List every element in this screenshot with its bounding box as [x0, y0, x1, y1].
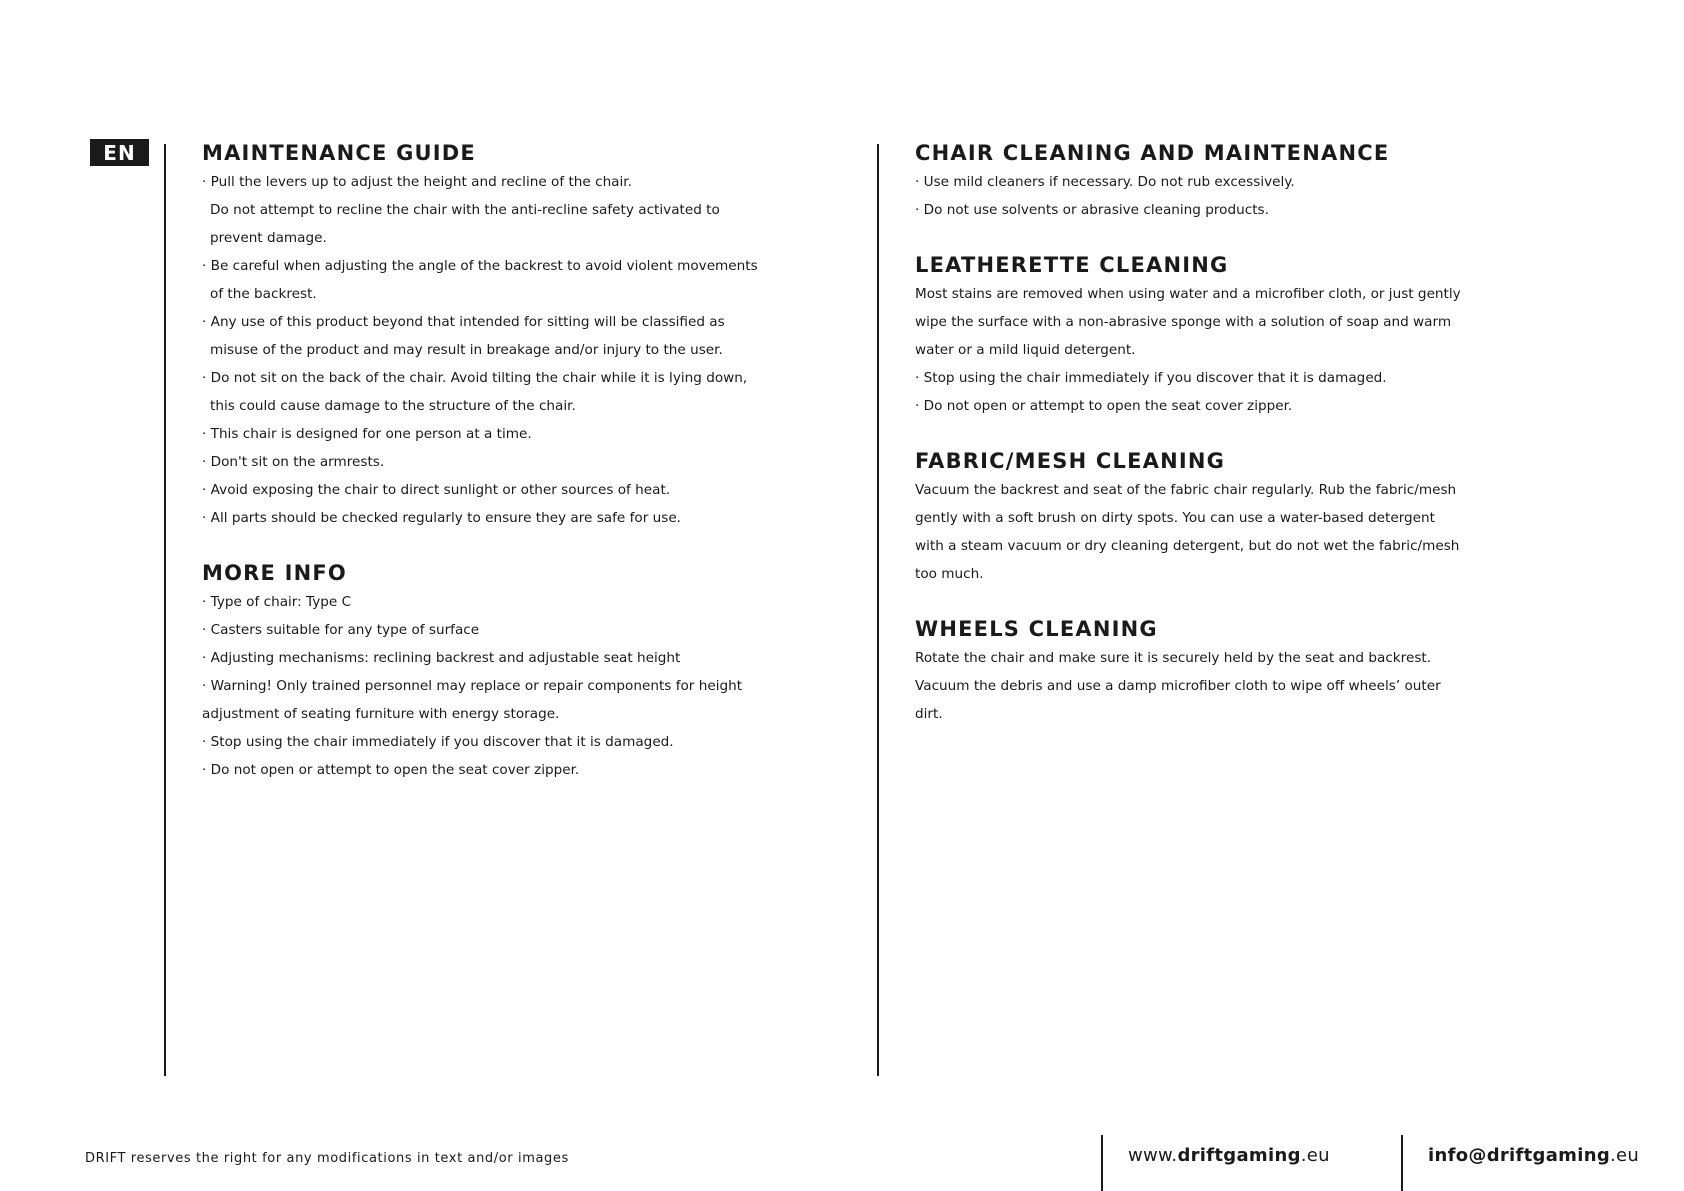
text-line: misuse of the product and may result in breakage and/or injury to the user. [210, 342, 723, 358]
text-line: · Do not open or attempt to open the seat cover zipper. [915, 398, 1293, 414]
left-divider [164, 144, 166, 1076]
email-link[interactable] [1428, 1145, 1639, 1166]
text-line: · Do not use solvents or abrasive cleaning products. [915, 202, 1269, 218]
footer-disclaimer: DRIFT reserves the right for any modifications in text and/or images [85, 1151, 569, 1166]
fabric-mesh-cleaning-title: FABRIC/MESH CLEANING [915, 449, 1226, 473]
text-line: · Warning! Only trained personnel may replace or repair components for height [202, 678, 743, 694]
text-line: adjustment of seating furniture with energy storage. [202, 706, 560, 722]
wheels-cleaning-section [915, 614, 1515, 728]
text-line: · Adjusting mechanisms: reclining backrest and adjustable seat height [202, 650, 681, 666]
chair-cleaning-section [915, 138, 1515, 224]
text-line: · Pull the levers up to adjust the height and recline of the chair. [202, 174, 632, 190]
maintenance-guide-list [202, 168, 762, 532]
email-suffix: .eu [1610, 1145, 1640, 1166]
more-info-list [202, 588, 762, 784]
text-line: Do not attempt to recline the chair with the anti-recline safety activated to [210, 202, 720, 218]
text-line: · Use mild cleaners if necessary. Do not rub excessively. [915, 174, 1295, 190]
right-column [915, 138, 1515, 728]
text-line: · Stop using the chair immediately if you discover that it is damaged. [915, 370, 1387, 386]
leatherette-cleaning-title: LEATHERETTE CLEANING [915, 253, 1229, 277]
maintenance-guide-section [202, 138, 762, 532]
more-info-section [202, 558, 762, 784]
text-line: too much. [915, 566, 984, 582]
email-prefix: info@ [1428, 1145, 1487, 1166]
text-line: · This chair is designed for one person at a time. [202, 426, 532, 442]
website-suffix: .eu [1300, 1145, 1330, 1166]
text-line: · Casters suitable for any type of surface [202, 622, 480, 638]
text-line: this could cause damage to the structure of the chair. [210, 398, 576, 414]
chair-cleaning-list [915, 168, 1515, 224]
text-line: Most stains are removed when using water and a microfiber cloth, or just gently [915, 286, 1461, 302]
text-line: · Any use of this product beyond that intended for sitting will be classified as [202, 314, 725, 330]
text-line: · All parts should be checked regularly to ensure they are safe for use. [202, 510, 682, 526]
leatherette-cleaning-section [915, 250, 1515, 420]
text-line: wipe the surface with a non-abrasive sponge with a solution of soap and warm [915, 314, 1452, 330]
email-brand: driftgaming [1486, 1145, 1611, 1166]
chair-cleaning-title: CHAIR CLEANING AND MAINTENANCE [915, 141, 1390, 165]
text-line: · Avoid exposing the chair to direct sunlight or other sources of heat. [202, 482, 671, 498]
text-line: Vacuum the backrest and seat of the fabric chair regularly. Rub the fabric/mesh [915, 482, 1457, 498]
text-line: · Do not open or attempt to open the seat cover zipper. [202, 762, 580, 778]
footer-divider-1 [1101, 1135, 1103, 1191]
text-line: gently with a soft brush on dirty spots. You can use a water-based detergent [915, 510, 1435, 526]
text-line: · Be careful when adjusting the angle of the backrest to avoid violent movements [202, 258, 758, 274]
more-info-title: MORE INFO [202, 561, 347, 585]
text-line: water or a mild liquid detergent. [915, 342, 1136, 358]
left-column [202, 138, 762, 784]
text-line: Rotate the chair and make sure it is securely held by the seat and backrest. [915, 650, 1432, 666]
footer-divider-2 [1401, 1135, 1403, 1191]
text-line: prevent damage. [210, 230, 327, 246]
text-line: dirt. [915, 706, 943, 722]
text-line: of the backrest. [210, 286, 317, 302]
fabric-mesh-cleaning-list [915, 476, 1515, 588]
website-link[interactable] [1128, 1145, 1330, 1166]
leatherette-cleaning-list [915, 280, 1515, 420]
text-line: Vacuum the debris and use a damp microfiber cloth to wipe off wheels’ outer [915, 678, 1441, 694]
language-badge: EN [90, 139, 149, 166]
text-line: · Type of chair: Type C [202, 594, 352, 610]
text-line: with a steam vacuum or dry cleaning detergent, but do not wet the fabric/mesh [915, 538, 1460, 554]
wheels-cleaning-title: WHEELS CLEANING [915, 617, 1158, 641]
center-divider [877, 144, 879, 1076]
website-brand: driftgaming [1177, 1145, 1301, 1166]
website-prefix: www. [1128, 1145, 1178, 1166]
maintenance-guide-title: MAINTENANCE GUIDE [202, 141, 476, 165]
text-line: · Don't sit on the armrests. [202, 454, 385, 470]
text-line: · Stop using the chair immediately if you discover that it is damaged. [202, 734, 674, 750]
fabric-mesh-cleaning-section [915, 446, 1515, 588]
text-line: · Do not sit on the back of the chair. Avoid tilting the chair while it is lying down, [202, 370, 748, 386]
wheels-cleaning-list [915, 644, 1515, 728]
